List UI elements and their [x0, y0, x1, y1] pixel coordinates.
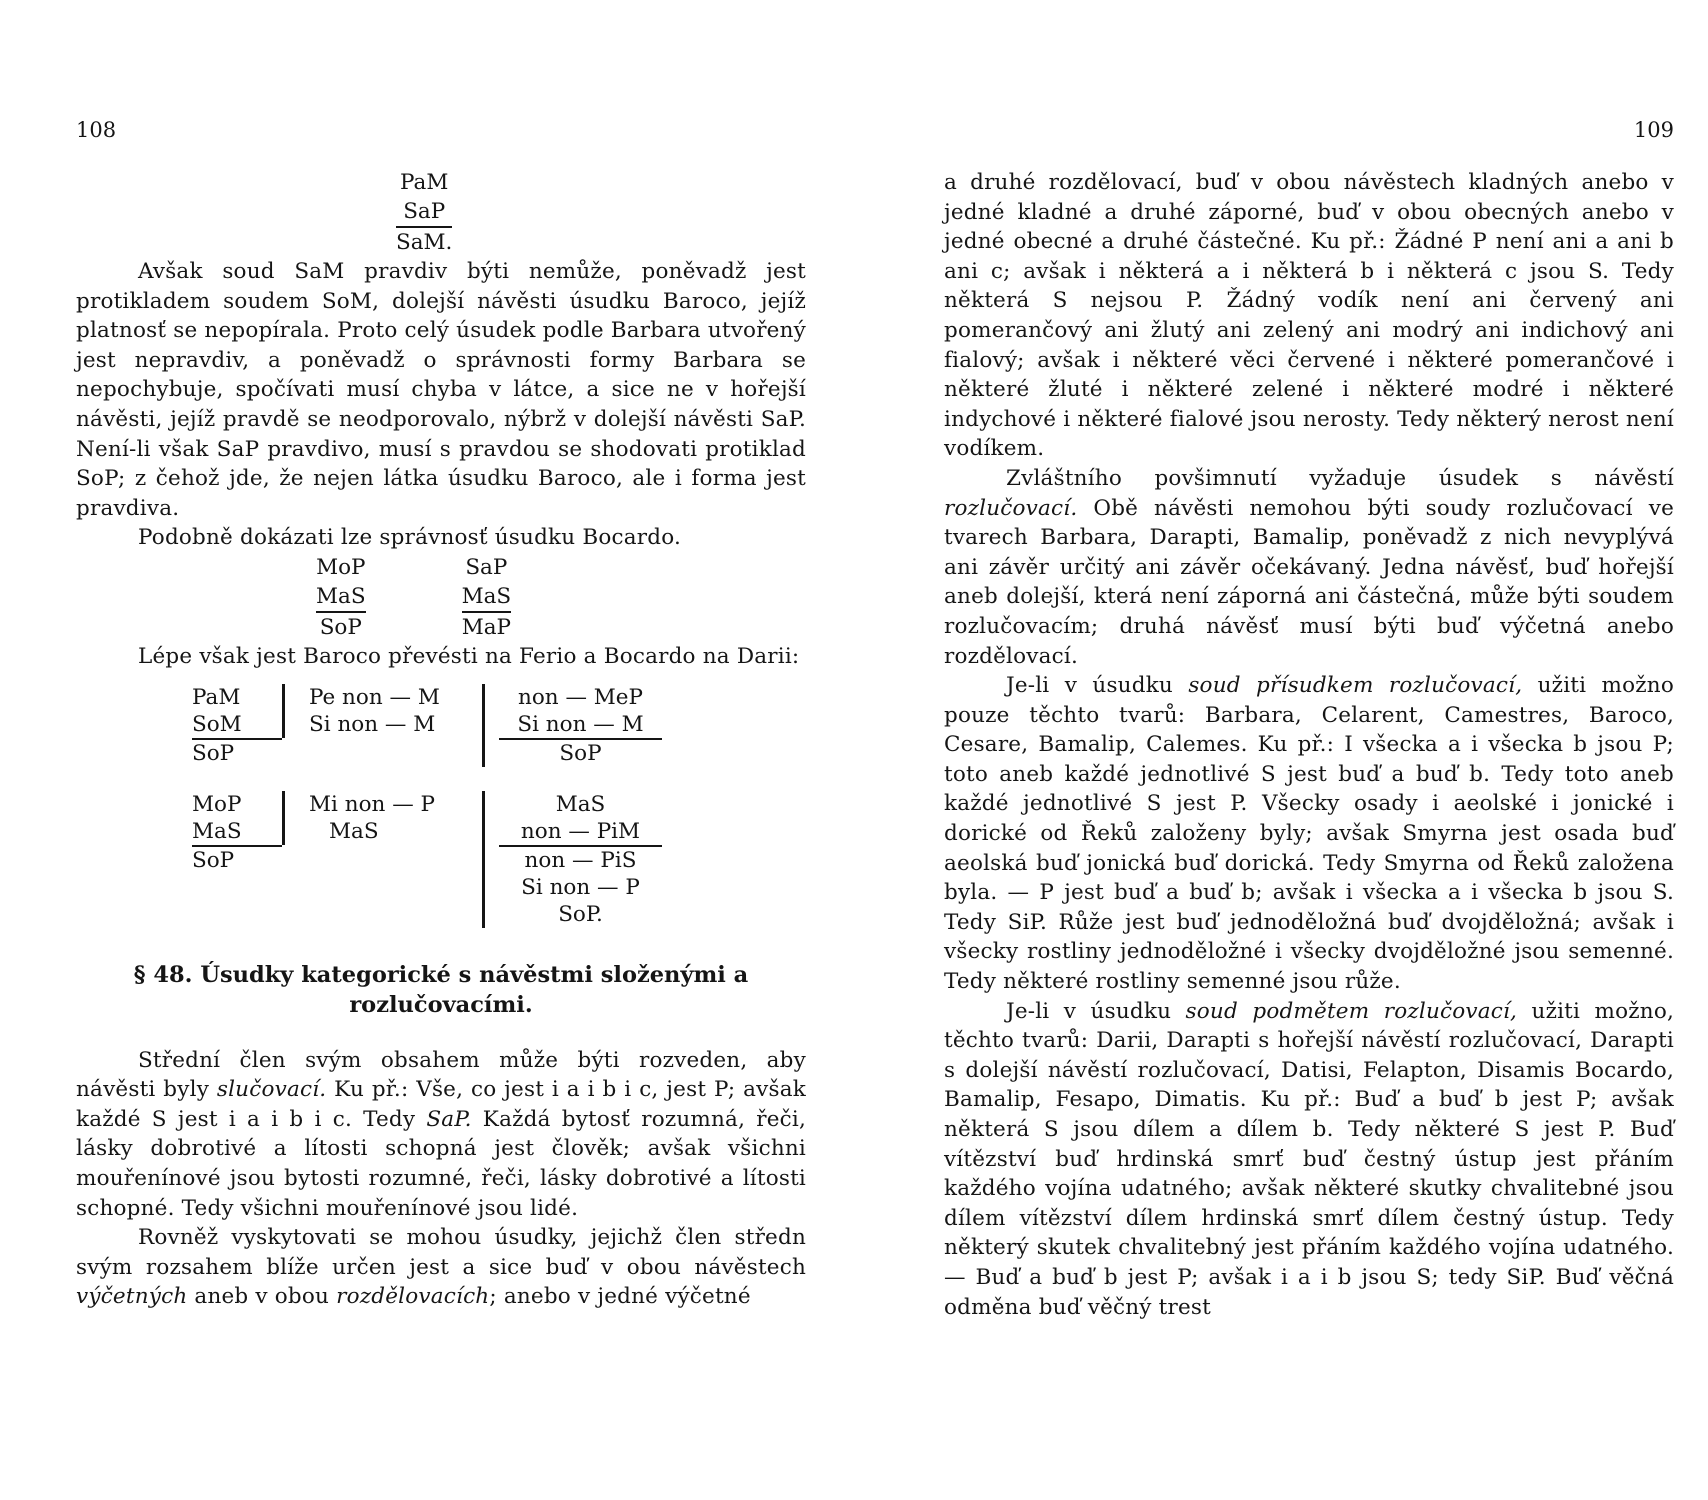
formula: Si non — M — [309, 711, 436, 737]
conclusion: SaM. — [396, 226, 452, 257]
premise-major: MoP — [316, 554, 366, 580]
paragraph — [76, 1223, 806, 1312]
formula: SoM — [192, 711, 242, 737]
premise-minor: MaS — [316, 583, 366, 609]
page-number: 109 — [1633, 118, 1674, 142]
left-page — [76, 0, 806, 1500]
reduction-bocardo — [192, 791, 282, 928]
right-page — [944, 0, 1674, 1500]
paragraph — [944, 464, 1674, 671]
emphasis: slučovací. — [216, 1077, 327, 1103]
text-run: Ku př.: Vše, co jest i a i b i c, jest P; avšak každé S jest i a i b i c. Tedy — [76, 1077, 806, 1132]
paragraph: a druhé rozdělovací, buď v obou návěstech kladných anebo v jedné kladné a druhé záporné, buď v obou obecných anebo v jedné obecné a druhé částečné. Ku př.: Žádné P není ani a ani b ani c; avšak i některá a i některá b i některá c jsou S. Tedy některá S nejsou P. Žádný vodík není ani červený ani pomerančový ani žlutý ani zelený ani modrý ani indichový ani fialový; avšak i některé věci červené i některé pomerančové i některé žluté i některé zelené i některé modré i některé indychové i některé fialové jsou nerosty. Tedy některý nerost není vodíkem. — [944, 170, 1674, 462]
page-number: 108 — [76, 118, 117, 142]
formula: MaS — [192, 818, 242, 844]
reduction-table — [192, 684, 806, 928]
text-run: užiti možno, těchto tvarů: Darii, Darapti s hořejší návěstí rozlučovací, Darapti s dolejší návěstí rozlučovací, Datisi, Felapton, Disamis Bocardo, Bamalip, Fesapo, Dimatis. Ku př.: Buď a buď b jest P; avšak některá S jsou dílem a dílem b. Tedy některé S jest P. Buď vítězství buď hrdinská smrť buď čestný ústup jest přáním každého vojína udatného; avšak některé skutky chvalitebné jsou dílem vítězství dílem hrdinská smrť dílem čestný ústup. Tedy některý skutek chvalitebný jest přáním každého vojína udatného. — Buď a buď b jest P; avšak i a i b jsou S; tedy SiP. Buď věčná odměna buď věčný trest — [944, 998, 1674, 1320]
reduction-step — [282, 684, 482, 738]
paragraph — [944, 671, 1674, 997]
emphasis: soud podmětem rozlučovací, — [1185, 998, 1518, 1024]
reduction-baroco — [192, 684, 282, 767]
emphasis: výčetných — [76, 1284, 188, 1310]
paragraph — [76, 1046, 806, 1224]
formula: Si non — P — [521, 874, 640, 900]
paragraph: Podobně dokázati lze správnosť úsudku Bocardo. — [138, 525, 682, 551]
text-run: Každá bytosť rozumná, řeči, lásky dobrotivé a lítosti schopná jest člověk; avšak všichni mouřenínové jsou bytosti rozumné, řeči, lásky dobrotivé a lítosti schopné. Tedy všichni mouřenínové jsou lidé. — [76, 1106, 806, 1221]
formula: non — PiM — [520, 818, 641, 844]
heading-line: rozlučovacími. — [349, 991, 533, 1018]
premise-minor: SaP — [403, 199, 446, 224]
text-run: užiti možno pouze těchto tvarů: Barbara, Celarent, Camestres, Baroco, Cesare, Bamalip, Calemes. Ku př.: I všecka a i všecka b jsou P; toto aneb každé jednotlivé S jest buď a buď b. Tedy toto aneb každé jednotlivé S jest P. Všecky osady i aeolské i jonické i dorické od Řeků založeny byly; avšak Smyrna jest osada buď aeolská buď jonická buď dorická. Tedy Smyrna od Řeků založena byla. — P jest buď a buď b; avšak i všecka a i všecka b jsou S. Tedy SiP. Růže jest buď jednoděložná buď dvojděložná; avšak i všecky rostliny jednoděložné i všecky dvojděložné jsou semenné. Tedy některé rostliny semenné jsou růže. — [944, 673, 1674, 995]
syllogism-pair — [316, 553, 806, 642]
emphasis: rozdělovacích — [336, 1284, 490, 1310]
paragraph: Avšak soud SaM pravdiv býti nemůže, poněvadž jest protikladem soudem SoM, dolejší návěsti úsudku Baroco, jejíž platnosť se nepopírala. Proto celý úsudek podle Barbara utvořený jest nepravdiv, a poněvadž o správnosti formy Barbara se nepochybuje, spočívati musí chyba v látce, a sice ne v hořejší návěsti, jejíž pravdě se neodporovalo, nýbrž v dolejší návěsti SaP. Není-li však SaP pravdivo, musí s pravdou se shodovati protiklad SoP; z čehož jde, že nejen látka úsudku Baroco, ale i forma jest pravdiva. — [76, 259, 806, 521]
formula: MoP — [192, 791, 242, 817]
premise-major: PaM — [400, 170, 449, 195]
text-run: Obě návěsti nemohou býti soudy rozlučovací ve tvarech Barbara, Darapti, Bamalip, poněvadž z nich nevyplývá ani závěr určitý ani závěr očekávaný. Jedna návěsť, buď hořejší aneb dolejší, která není záporná ani částečná, může býti soudem rozlučovacím; druhá návěsť musí býti buď výčetná anebo rozdělovací. — [944, 495, 1674, 669]
reduction-step — [282, 791, 482, 845]
section-heading — [76, 960, 806, 1020]
text-run: Rovněž vyskytovati se mohou úsudky, jejichž člen středn svým rozsahem blíže určen jest a sice buď v obou návěstech — [76, 1225, 806, 1280]
premise-major: SaP — [465, 554, 508, 580]
reduction-darii — [482, 791, 662, 928]
formula: SoP — [192, 845, 282, 874]
formula: MaS — [329, 818, 379, 844]
text-run: Je-li v úsudku — [1006, 673, 1189, 699]
formula: Mi non — P — [309, 791, 435, 817]
emphasis: SaP. — [426, 1106, 472, 1132]
text-run: ; anebo v jedné výčetné — [489, 1284, 751, 1310]
right-page-text — [944, 168, 1674, 1322]
formula: MaS — [555, 791, 606, 817]
paragraph: Lépe však jest Baroco převésti na Ferio a Bocardo na Darii: — [138, 643, 800, 669]
left-page-text — [76, 168, 806, 1312]
text-run: aneb v obou — [187, 1284, 337, 1310]
paragraph — [944, 997, 1674, 1323]
conclusion: MaP — [462, 611, 512, 642]
formula: SoP — [499, 738, 662, 767]
formula: PaM — [192, 684, 241, 710]
formula: SoP — [192, 738, 282, 767]
syllogism-barbara-check — [462, 553, 512, 642]
text-run: Zvláštního povšimnutí vyžaduje úsudek s návěstí — [1006, 465, 1674, 491]
formula: non — MeP — [517, 684, 643, 710]
text-run: Střední člen svým obsahem může býti rozveden, aby návěsti byly — [76, 1047, 806, 1103]
formula: non — PiS — [499, 845, 662, 874]
heading-line: § 48. Úsudky kategorické s návěstmi složenými a — [133, 961, 749, 988]
emphasis: soud přísudkem rozlučovací, — [1188, 673, 1523, 699]
emphasis: rozlučovací. — [944, 495, 1078, 521]
formula: SoP. — [558, 901, 603, 927]
premise-minor: MaS — [461, 583, 512, 609]
formula: Pe non — M — [309, 684, 440, 710]
formula: Si non — M — [517, 711, 644, 737]
reduction-ferio — [482, 684, 662, 767]
syllogism-barbara — [396, 168, 452, 257]
text-run: Je-li v úsudku — [1006, 998, 1186, 1024]
syllogism-bocardo — [316, 553, 366, 642]
conclusion: SoP — [316, 611, 366, 642]
